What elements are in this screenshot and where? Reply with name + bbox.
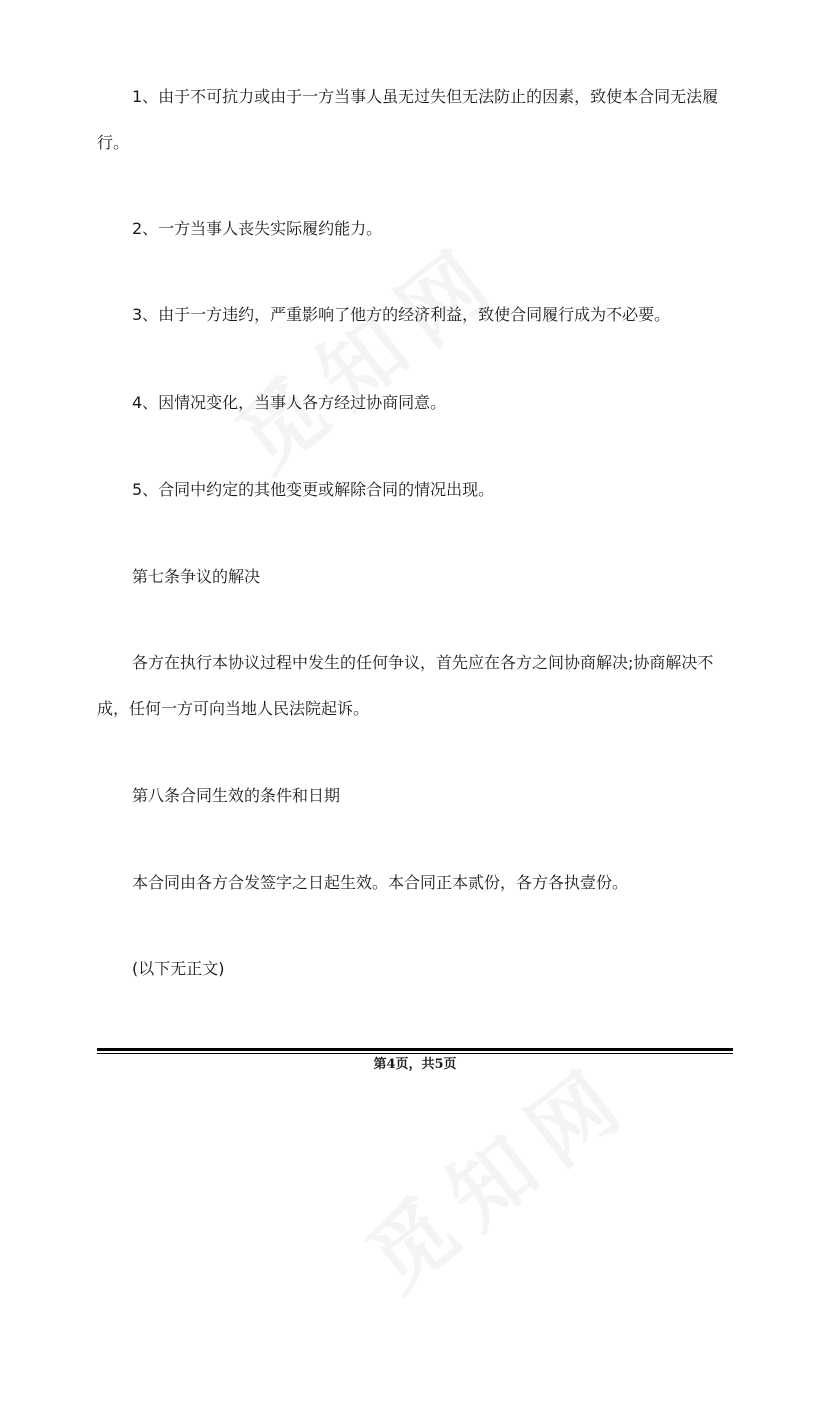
page-number: 第4页，共5页 [373, 1057, 457, 1072]
footer-divider-thin [97, 1053, 733, 1054]
section-heading-8: 第八条合同生效的条件和日期 [132, 786, 341, 805]
clause-item-4: 4、因情况变化，当事人各方经过协商同意。 [132, 393, 447, 412]
end-of-text-note: (以下无正文) [132, 959, 225, 978]
clause-item-1: 1、由于不可抗力或由于一方当事人虽无过失但无法防止的因素，致使本合同无法履行。 [97, 87, 719, 152]
clause-item-3: 3、由于一方违约，严重影响了他方的经济利益，致使合同履行成为不必要。 [132, 305, 671, 324]
effective-date-paragraph: 本合同由各方合发签字之日起生效。本合同正本贰份，各方各执壹份。 [132, 873, 629, 892]
clause-item-2: 2、一方当事人丧失实际履约能力。 [132, 219, 383, 238]
section-heading-7: 第七条争议的解决 [132, 567, 261, 586]
clause-item-5: 5、合同中约定的其他变更或解除合同的情况出现。 [132, 480, 495, 499]
dispute-resolution-paragraph: 各方在执行本协议过程中发生的任何争议，首先应在各方之间协商解决;协商解决不成，任何一方可向当地人民法院起诉。 [97, 653, 714, 718]
footer-divider [97, 1048, 733, 1051]
